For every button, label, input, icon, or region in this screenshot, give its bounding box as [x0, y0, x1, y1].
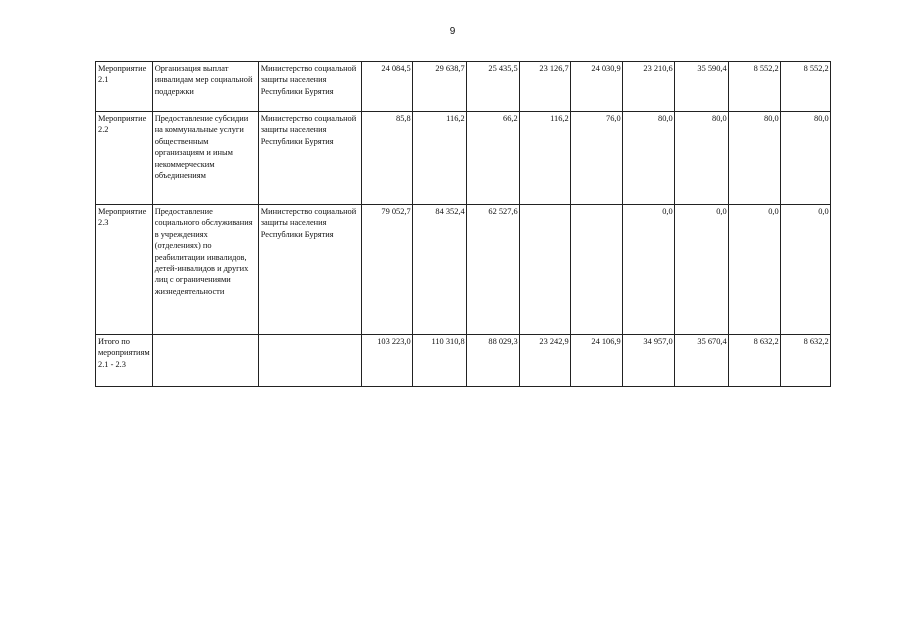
value-cell: 80,0	[780, 112, 830, 205]
row-code: Итого по мероприятиям 2.1 - 2.3	[96, 335, 153, 387]
value-cell: 110 310,8	[412, 335, 466, 387]
value-cell: 35 670,4	[674, 335, 728, 387]
value-cell: 34 957,0	[622, 335, 674, 387]
value-cell: 8 552,2	[780, 62, 830, 112]
row-code: Мероприятие 2.1	[96, 62, 153, 112]
row-code: Мероприятие 2.3	[96, 205, 153, 335]
value-cell: 80,0	[622, 112, 674, 205]
row-executor: Министерство социальной защиты населения Республики Бурятия	[258, 62, 361, 112]
value-cell: 8 552,2	[728, 62, 780, 112]
value-cell: 24 030,9	[570, 62, 622, 112]
table-row	[96, 62, 831, 112]
budget-table	[95, 61, 831, 387]
value-cell: 80,0	[674, 112, 728, 205]
value-cell: 24 084,5	[361, 62, 412, 112]
table-row	[96, 112, 831, 205]
value-cell: 84 352,4	[412, 205, 466, 335]
value-cell: 25 435,5	[466, 62, 519, 112]
value-cell: 23 242,9	[519, 335, 570, 387]
row-executor	[258, 335, 361, 387]
row-name: Предоставление социального обслуживания в учреждениях (отделениях) по реабилитации инвалидов, детей-инвалидов и других лиц с ограничениями жизнедеятельности	[152, 205, 258, 335]
value-cell: 23 126,7	[519, 62, 570, 112]
row-name: Организация выплат инвалидам мер социальной поддержки	[152, 62, 258, 112]
value-cell	[570, 205, 622, 335]
value-cell: 66,2	[466, 112, 519, 205]
table-row	[96, 205, 831, 335]
value-cell: 116,2	[412, 112, 466, 205]
row-name: Предоставление субсидии на коммунальные услуги общественным организациям и иным некоммерческим объединениям	[152, 112, 258, 205]
value-cell: 76,0	[570, 112, 622, 205]
value-cell: 24 106,9	[570, 335, 622, 387]
value-cell: 79 052,7	[361, 205, 412, 335]
value-cell: 29 638,7	[412, 62, 466, 112]
page-number: 9	[449, 26, 456, 37]
value-cell	[519, 205, 570, 335]
value-cell: 80,0	[728, 112, 780, 205]
value-cell: 35 590,4	[674, 62, 728, 112]
value-cell: 0,0	[622, 205, 674, 335]
value-cell: 23 210,6	[622, 62, 674, 112]
table-row	[96, 335, 831, 387]
value-cell: 88 029,3	[466, 335, 519, 387]
value-cell: 85,8	[361, 112, 412, 205]
row-executor: Министерство социальной защиты населения Республики Бурятия	[258, 205, 361, 335]
value-cell: 0,0	[674, 205, 728, 335]
value-cell: 0,0	[728, 205, 780, 335]
value-cell: 8 632,2	[728, 335, 780, 387]
value-cell: 103 223,0	[361, 335, 412, 387]
value-cell: 116,2	[519, 112, 570, 205]
value-cell: 0,0	[780, 205, 830, 335]
row-name	[152, 335, 258, 387]
value-cell: 62 527,6	[466, 205, 519, 335]
value-cell: 8 632,2	[780, 335, 830, 387]
row-executor: Министерство социальной защиты населения Республики Бурятия	[258, 112, 361, 205]
row-code: Мероприятие 2.2	[96, 112, 153, 205]
